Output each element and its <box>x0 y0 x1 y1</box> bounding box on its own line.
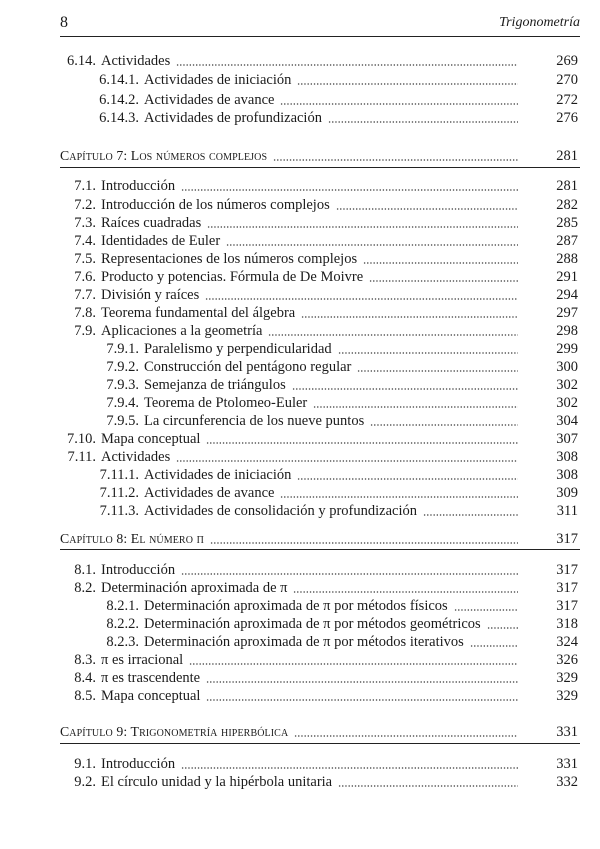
toc-chapter-entry[interactable] <box>60 723 580 741</box>
entry-number: 7.9.4. <box>106 395 139 411</box>
entry-page-number: 288 <box>556 251 578 267</box>
dot-leader <box>470 645 518 647</box>
dot-leader <box>487 627 518 629</box>
toc-entry[interactable] <box>60 232 580 250</box>
toc-entry[interactable] <box>60 561 580 579</box>
toc-entry[interactable] <box>60 71 580 89</box>
toc-entry[interactable] <box>60 268 580 286</box>
entry-number: 7.11. <box>67 449 96 465</box>
toc-entry[interactable] <box>60 340 580 358</box>
entry-page-number: 297 <box>556 305 578 321</box>
dot-leader <box>189 663 518 665</box>
dot-leader <box>328 121 518 123</box>
dot-leader <box>294 735 518 737</box>
entry-page-number: 317 <box>556 598 578 614</box>
toc-entry[interactable] <box>60 597 580 615</box>
toc-entry[interactable] <box>60 615 580 633</box>
entry-page-number: 331 <box>556 724 578 740</box>
entry-page-number: 332 <box>556 774 578 790</box>
toc-entry[interactable] <box>60 484 580 502</box>
entry-title: Identidades de Euler <box>101 233 221 249</box>
dot-leader <box>207 226 518 228</box>
entry-page-number: 302 <box>556 377 578 393</box>
entry-page-number: 294 <box>556 287 578 303</box>
entry-page-number: 291 <box>556 269 578 285</box>
entry-page-number: 285 <box>556 215 578 231</box>
entry-title: π es irracional <box>101 652 184 668</box>
toc-entry[interactable] <box>60 250 580 268</box>
entry-number: 7.11.2. <box>99 485 139 501</box>
entry-title: Determinación aproximada de π por métodos físicos <box>144 598 448 614</box>
dot-leader <box>301 316 518 318</box>
entry-title: π es trascendente <box>101 670 201 686</box>
entry-page-number: 276 <box>556 110 578 126</box>
toc-entry[interactable] <box>60 322 580 340</box>
dot-leader <box>369 280 518 282</box>
entry-page-number: 299 <box>556 341 578 357</box>
dot-leader <box>338 785 518 787</box>
entry-page-number: 318 <box>556 616 578 632</box>
entry-title: Semejanza de triángulos <box>144 377 286 393</box>
toc-entry[interactable] <box>60 579 580 597</box>
dot-leader <box>293 591 518 593</box>
dot-leader <box>181 573 518 575</box>
entry-title: Raíces cuadradas <box>101 215 202 231</box>
entry-title: Capítulo 8: El número π <box>60 531 204 546</box>
toc-entry[interactable] <box>60 91 580 109</box>
entry-number: 6.14.3. <box>99 110 139 126</box>
toc-entry[interactable] <box>60 196 580 214</box>
entry-title: Representaciones de los números complejos <box>101 251 358 267</box>
entry-number: 7.9. <box>74 323 96 339</box>
dot-leader <box>297 478 518 480</box>
toc-entry[interactable] <box>60 687 580 705</box>
entry-page-number: 324 <box>556 634 578 650</box>
entry-number: 7.9.3. <box>106 377 139 393</box>
entry-title: La circunferencia de los nueve puntos <box>144 413 365 429</box>
entry-page-number: 326 <box>556 652 578 668</box>
entry-page-number: 307 <box>556 431 578 447</box>
dot-leader <box>176 64 518 66</box>
entry-page-number: 300 <box>556 359 578 375</box>
entry-page-number: 329 <box>556 688 578 704</box>
entry-page-number: 317 <box>556 562 578 578</box>
dot-leader <box>454 609 518 611</box>
entry-page-number: 282 <box>556 197 578 213</box>
toc-entry[interactable] <box>60 773 580 791</box>
entry-number: 8.2.2. <box>106 616 139 632</box>
entry-number: 9.1. <box>74 756 96 772</box>
entry-number: 7.9.5. <box>106 413 139 429</box>
toc-entry[interactable] <box>60 376 580 394</box>
entry-title: Actividades <box>101 449 171 465</box>
entry-title: Capítulo 7: Los números complejos <box>60 148 268 163</box>
entry-number: 6.14.1. <box>99 72 139 88</box>
dot-leader <box>338 352 518 354</box>
entry-number: 8.4. <box>74 670 96 686</box>
toc-entry[interactable] <box>60 466 580 484</box>
dot-leader <box>292 388 518 390</box>
dot-leader <box>357 370 518 372</box>
toc-entry[interactable] <box>60 177 580 195</box>
entry-number: 8.1. <box>74 562 96 578</box>
dot-leader <box>176 460 518 462</box>
entry-number: 7.6. <box>74 269 96 285</box>
entry-title: Determinación aproximada de π por métodos iterativos <box>144 634 464 650</box>
toc-entry[interactable] <box>60 394 580 412</box>
entry-title: Construcción del pentágono regular <box>144 359 352 375</box>
entry-page-number: 272 <box>556 92 578 108</box>
entry-number: 9.2. <box>74 774 96 790</box>
entry-number: 8.2.1. <box>106 598 139 614</box>
entry-page-number: 311 <box>556 503 578 519</box>
entry-page-number: 304 <box>556 413 578 429</box>
entry-title: Actividades de consolidación y profundización <box>144 503 418 519</box>
entry-title: Introducción <box>101 562 176 578</box>
entry-number: 7.11.1. <box>99 467 139 483</box>
toc-entry[interactable] <box>60 214 580 232</box>
entry-title: División y raíces <box>101 287 200 303</box>
entry-title: Mapa conceptual <box>101 431 201 447</box>
entry-page-number: 317 <box>556 580 578 596</box>
entry-title: Actividades de iniciación <box>144 72 292 88</box>
toc-entry[interactable] <box>60 52 580 70</box>
dot-leader <box>181 767 518 769</box>
toc-entry[interactable] <box>60 430 580 448</box>
entry-number: 7.10. <box>67 431 96 447</box>
entry-page-number: 329 <box>556 670 578 686</box>
entry-title: Actividades <box>101 53 171 69</box>
entry-title: Actividades de avance <box>144 92 275 108</box>
chapter-divider <box>60 549 580 550</box>
dot-leader <box>206 442 518 444</box>
toc-chapter-entry[interactable] <box>60 530 580 548</box>
entry-page-number: 281 <box>556 178 578 194</box>
entry-page-number: 309 <box>556 485 578 501</box>
toc-entry[interactable] <box>60 651 580 669</box>
entry-page-number: 308 <box>556 467 578 483</box>
entry-title: Determinación aproximada de π por métodos geométricos <box>144 616 481 632</box>
entry-page-number: 270 <box>556 72 578 88</box>
entry-number: 8.2. <box>74 580 96 596</box>
dot-leader <box>210 542 518 544</box>
toc-chapter-entry[interactable] <box>60 147 580 165</box>
entry-number: 7.3. <box>74 215 96 231</box>
entry-number: 7.4. <box>74 233 96 249</box>
entry-number: 7.9.2. <box>106 359 139 375</box>
entry-page-number: 298 <box>556 323 578 339</box>
entry-page-number: 302 <box>556 395 578 411</box>
entry-title: Producto y potencias. Fórmula de De Moivre <box>101 269 364 285</box>
entry-title: Mapa conceptual <box>101 688 201 704</box>
toc-entry[interactable] <box>60 286 580 304</box>
entry-number: 7.5. <box>74 251 96 267</box>
entry-title: Determinación aproximada de π <box>101 580 288 596</box>
dot-leader <box>280 496 518 498</box>
entry-title: Teorema fundamental del álgebra <box>101 305 296 321</box>
page-number: 8 <box>60 14 68 31</box>
entry-number: 8.2.3. <box>106 634 139 650</box>
entry-title: Introducción <box>101 756 176 772</box>
dot-leader <box>181 189 518 191</box>
entry-title: Capítulo 9: Trigonometría hiperbólica <box>60 724 289 739</box>
entry-title: Introducción <box>101 178 176 194</box>
entry-number: 7.8. <box>74 305 96 321</box>
entry-number: 7.7. <box>74 287 96 303</box>
toc-entry[interactable] <box>60 304 580 322</box>
entry-number: 6.14.2. <box>99 92 139 108</box>
dot-leader <box>280 103 518 105</box>
dot-leader <box>205 298 518 300</box>
chapter-divider <box>60 167 580 168</box>
toc-entry[interactable] <box>60 755 580 773</box>
dot-leader <box>423 514 518 516</box>
entry-title: Actividades de avance <box>144 485 275 501</box>
entry-number: 6.14. <box>67 53 96 69</box>
entry-number: 7.11.3. <box>99 503 139 519</box>
dot-leader <box>226 244 518 246</box>
dot-leader <box>313 406 518 408</box>
entry-title: Actividades de iniciación <box>144 467 292 483</box>
dot-leader <box>206 681 518 683</box>
dot-leader <box>370 424 518 426</box>
toc-entry[interactable] <box>60 448 580 466</box>
entry-number: 8.3. <box>74 652 96 668</box>
chapter-divider <box>60 743 580 744</box>
entry-title: Introducción de los números complejos <box>101 197 330 213</box>
entry-number: 7.9.1. <box>106 341 139 357</box>
toc-entry[interactable] <box>60 502 580 520</box>
entry-number: 8.5. <box>74 688 96 704</box>
entry-page-number: 331 <box>556 756 578 772</box>
entry-number: 7.2. <box>74 197 96 213</box>
entry-page-number: 281 <box>556 148 578 164</box>
running-title: Trigonometría <box>499 15 580 30</box>
entry-title: Paralelismo y perpendicularidad <box>144 341 332 357</box>
toc-entry[interactable] <box>60 633 580 651</box>
entry-page-number: 317 <box>556 531 578 547</box>
entry-title: El círculo unidad y la hipérbola unitaria <box>101 774 333 790</box>
dot-leader <box>268 334 518 336</box>
entry-title: Actividades de profundización <box>144 110 322 126</box>
entry-title: Aplicaciones a la geometría <box>101 323 263 339</box>
dot-leader <box>297 83 518 85</box>
toc-entry[interactable] <box>60 412 580 430</box>
entry-page-number: 269 <box>556 53 578 69</box>
entry-title: Teorema de Ptolomeo-Euler <box>144 395 308 411</box>
dot-leader <box>273 159 518 161</box>
dot-leader <box>206 699 518 701</box>
entry-number: 7.1. <box>74 178 96 194</box>
entry-page-number: 308 <box>556 449 578 465</box>
dot-leader <box>363 262 518 264</box>
dot-leader <box>336 208 518 210</box>
toc-entry[interactable] <box>60 109 580 127</box>
toc-entry[interactable] <box>60 669 580 687</box>
running-header <box>60 10 580 37</box>
toc-entry[interactable] <box>60 358 580 376</box>
entry-page-number: 287 <box>556 233 578 249</box>
